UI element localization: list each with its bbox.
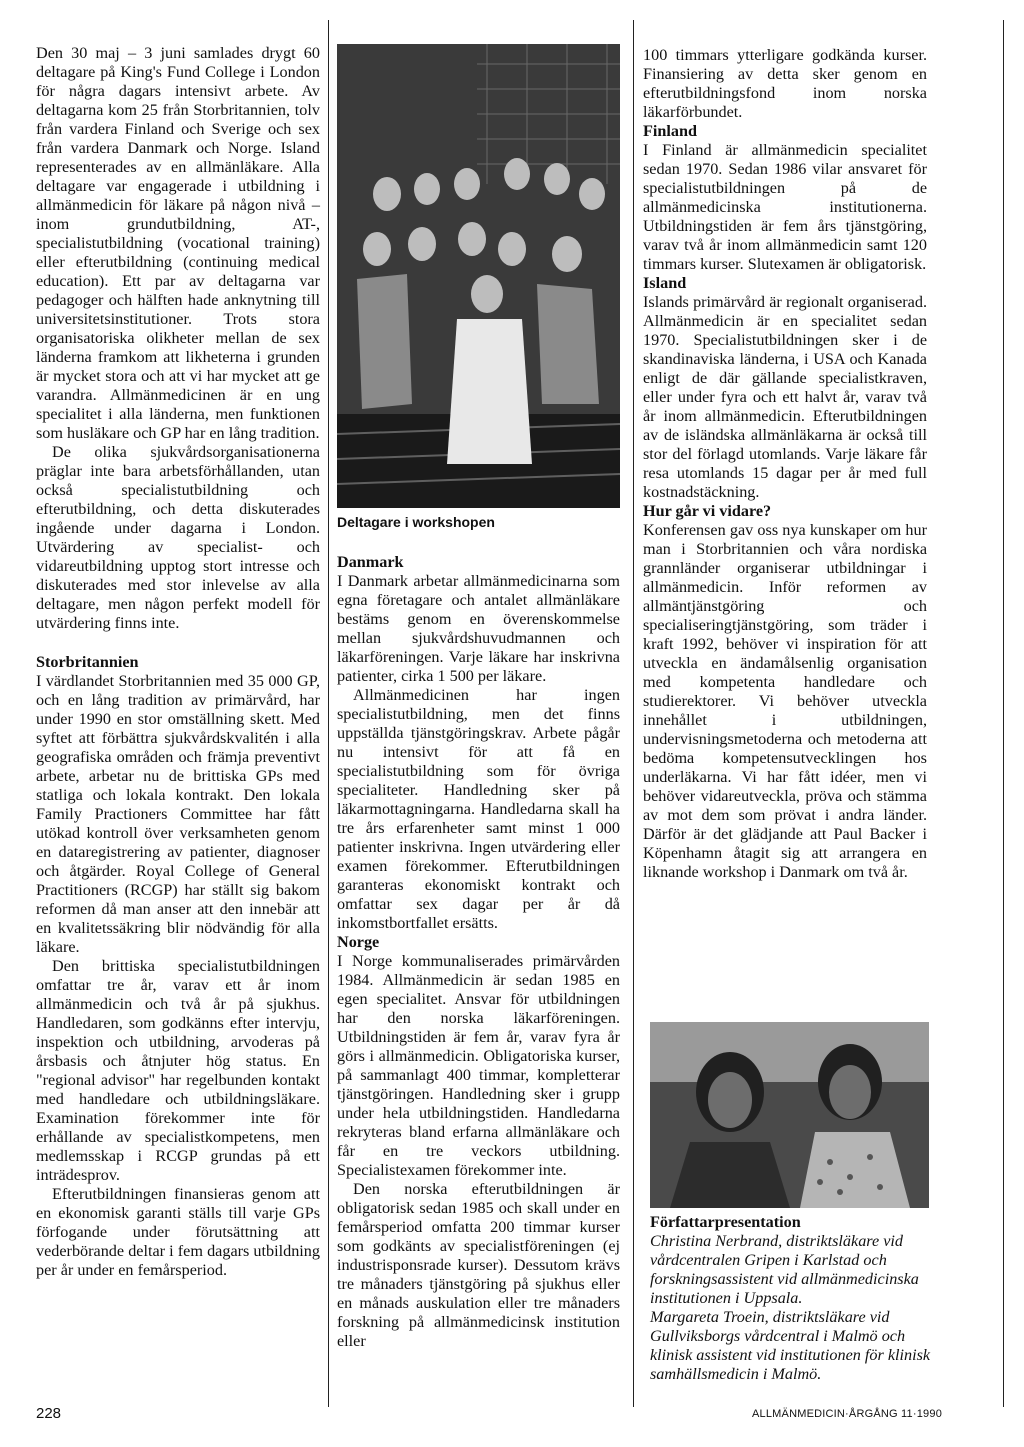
workshop-group-photo [337, 44, 620, 508]
vidare-paragraph: Konferensen gav oss nya kunskaper om hur man i Storbritannien och våra nordiska grannländer organiserar utbildningar i allmänmedicin. Inför reformen av allmäntjänstgöring och specialiseringtjänstgöring, som träder i kraft 1992, behöver vi inspiration för att utveckla en ändamålsenlig organisation med kompetenta handledare och studierektorer. Vi behöver utveckla innehållet i utbildningen, undervisningsmetoderna och metoderna att bedöma kompetensutvecklingen hos underläkarna. Vi har fått idéer, men vi behöver vidareutveckla, pröva och stämma av mot dem som prövat i andra länder. Därför är det glädjande att Paul Backer i Köpenhamn åtagit sig att arrangera en liknande workshop i Danmark om två år. [643, 521, 927, 881]
workshop-group-photo-graphic [337, 44, 620, 508]
column-rule-left [328, 20, 329, 1407]
vidare-heading: Hur går vi vidare? [643, 502, 772, 520]
intro-paragraph-2: De olika sjukvårdsorganisationerna präglar inte bara arbetsförhållanden, utan också specialistutbildning och efterutbildning, och detta diskuterades ingående under dagarna i London. Utvärdering av specialist- och vidareutbildning upptog stort intresse och diskuterades med stor inlevelse av alla deltagare, men någon perfekt modell för utvärdering finns inte. [36, 443, 320, 632]
finland-heading: Finland [643, 122, 697, 140]
page-number: 228 [36, 1405, 62, 1422]
storbritannien-heading: Storbritannien [36, 653, 139, 671]
journal-footer: ALLMÄNMEDICIN·ÅRGÅNG 11·1990 [752, 1408, 943, 1420]
danmark-paragraph-1: I Danmark arbetar allmänmedicinarna som egna företagare och antalet allmänläkare bestäms genom en överenskommelse mellan sjukvårdshuvudmannen och läkarföreningen. Varje läkare har inskrivna patienter, cirka 1 500 per läkare. [337, 572, 620, 685]
column-rule-middle [633, 20, 634, 1407]
column-rule-right [1003, 20, 1004, 1407]
storbritannien-paragraph-3: Efterutbildningen finansieras genom att en ekonomisk garanti ställs till varje GPs förfogande under förutsättning att vederbörande deltar i fem dagars utbildning per år under en femårsperiod. [36, 1185, 320, 1279]
norge-continuation: 100 timmars ytterligare godkända kurser. Finansiering av detta sker genom en efterutbildningsfond inom norska läkarförbundet. [643, 46, 927, 121]
authors-photo [650, 1022, 929, 1208]
author-1: Christina Nerbrand, distriktsläkare vid vårdcentralen Gripen i Karlstad och forskningsassistent vid allmänmedicinska institutionen i Uppsala. [650, 1232, 919, 1307]
author-presentation [650, 1213, 934, 1384]
author-2: Margareta Troein, distriktsläkare vid Gullviksborgs vårdcentral i Malmö och klinisk assistent vid institutionen för klinisk samhällsmedicin i Malmö. [650, 1308, 931, 1383]
finland-paragraph: I Finland är allmänmedicin specialitet sedan 1970. Sedan 1986 vilar ansvaret för specialistutbildningen på de allmänmedicinska institutionerna. Utbildningstiden är fem års tjänstgöring, varav två år inom allmänmedicin samt 120 timmars kurser. Slutexamen är obligatorisk. [643, 141, 927, 273]
author-heading: Författarpresentation [650, 1213, 801, 1231]
storbritannien-paragraph-1: I värdlandet Storbritannien med 35 000 GP, och en lång tradition av primärvård, har under 1990 en stor omställning skett. Med syftet att förbättra sjukvårdskvalitén i alla geografiska områden och främja preventivt arbete, arbetar nu de brittiska GPs med statliga och lokala kontrakt. Den lokala Family Practioners Committee har fått utökad kontroll över verksamheten genom en dataregistrering av patienter, diagnoser och åtgärder. Royal College of General Practitioners (RCGP) har ställt sig bakom reformen då man anser att den innebär att en kvalitetssäkring blir nödvändig för alla läkare. [36, 672, 320, 956]
intro-paragraph-1: Den 30 maj – 3 juni samlades drygt 60 deltagare på King's Fund College i London för några dagars intensivt arbete. Av deltagarna kom 25 från Storbritannien, tolv från vardera Finland och Sverige och sex från vardera Danmark och Norge. Island representerades av en allmänläkare. Alla deltagare var engagerade i utbildning i allmänmedicin för läkare på någon nivå – inom grundutbildning, AT-, specialistutbildning (vocational training) eller efterutbildning (continuing medical education). Ett par av deltagarna var pedagoger och hälften hade anknytning till universitetsinstitutioner. Trots stora organisatoriska olikheter mellan de sex länderna framkom att likheterna i grunden är mycket stora och att vi har mycket att ge varandra. Allmänmedicinen är en ung specialitet i alla länderna, men funktionen som husläkare och GP har en lång tradition. [36, 44, 320, 442]
authors-photo-graphic [650, 1022, 929, 1208]
column-middle [337, 553, 620, 1351]
norge-paragraph-1: I Norge kommunaliserades primärvården 1984. Allmänmedicin är sedan 1985 en egen specialitet. Ansvar för utbildningen har den norska läkarföreningen. Utbildningstiden är fem år, varav fyra år görs i allmänmedicin. Obligatoriska kurser, på sammanlagt 400 timmar, kompletterar tjänstgöringen. Handledning sker i grupp under hela utbildningstiden. Handledarna rekryteras bland erfarna allmänläkare och får en tre veckors utbildning. Specialistexamen förekommer inte. [337, 952, 620, 1179]
photo-caption: Deltagare i workshopen [337, 514, 495, 530]
storbritannien-paragraph-2: Den brittiska specialistutbildningen omfattar tre år, varav ett år inom allmänmedicin och två år på sjukhus. Handledaren, som godkänns efter intervju, inspektion och utbildning, arvoderas på årsbasis och åtnjuter hög status. En "regional advisor" har regelbunden kontakt med handledare och utbildningsläkare. Examination förekommer inte för erhållande av specialistkompetens, men medlemsskap i RCGP grundas på ett inträdesprov. [36, 957, 320, 1184]
column-right [643, 46, 927, 882]
island-heading: Island [643, 274, 687, 292]
column-left [36, 44, 320, 1280]
norge-heading: Norge [337, 933, 380, 951]
island-paragraph: Islands primärvård är regionalt organiserad. Allmänmedicin är en specialitet sedan 1970. Specialistutbildningen sker i de skandinaviska länderna, i USA och Kanada enligt de där gällande specialistkraven, eller under fyra och ett halvt år, varav två år inom allmänmedicin. Efterutbildningen av de isländska allmänläkarna är också till stor del förlagd utomlands. Varje läkare får resa utomlands 15 dagar per år med full kostnadstäckning. [643, 293, 927, 501]
danmark-paragraph-2: Allmänmedicinen har ingen specialistutbildning, men det finns uppställda tjänstgöringskrav. Arbete pågår nu intensivt för att få en specialistutbildning som för övriga specialiteter. Handledning sker på läkarmottagningarna. Handledarna skall ha tre års erfarenheter samt minst 1 000 patienter inskrivna. Ingen utvärdering eller examen förekommer. Efterutbildningen garanteras ekonomiskt kontrakt och omfattar sex dagar per år då inkomstbortfallet ersätts. [337, 686, 620, 932]
norge-paragraph-2: Den norska efterutbildningen är obligatorisk sedan 1985 och skall under en femårsperiod omfatta 200 timmar kurser som godkänts av specialistföreningen (ej industrisponsrade kurser). Dessutom krävs tre månaders tjänstgöring på sjukhus eller en månads auskulation eller tre månaders forskning på allmänmedicinsk institution eller [337, 1180, 620, 1350]
danmark-heading: Danmark [337, 553, 404, 571]
